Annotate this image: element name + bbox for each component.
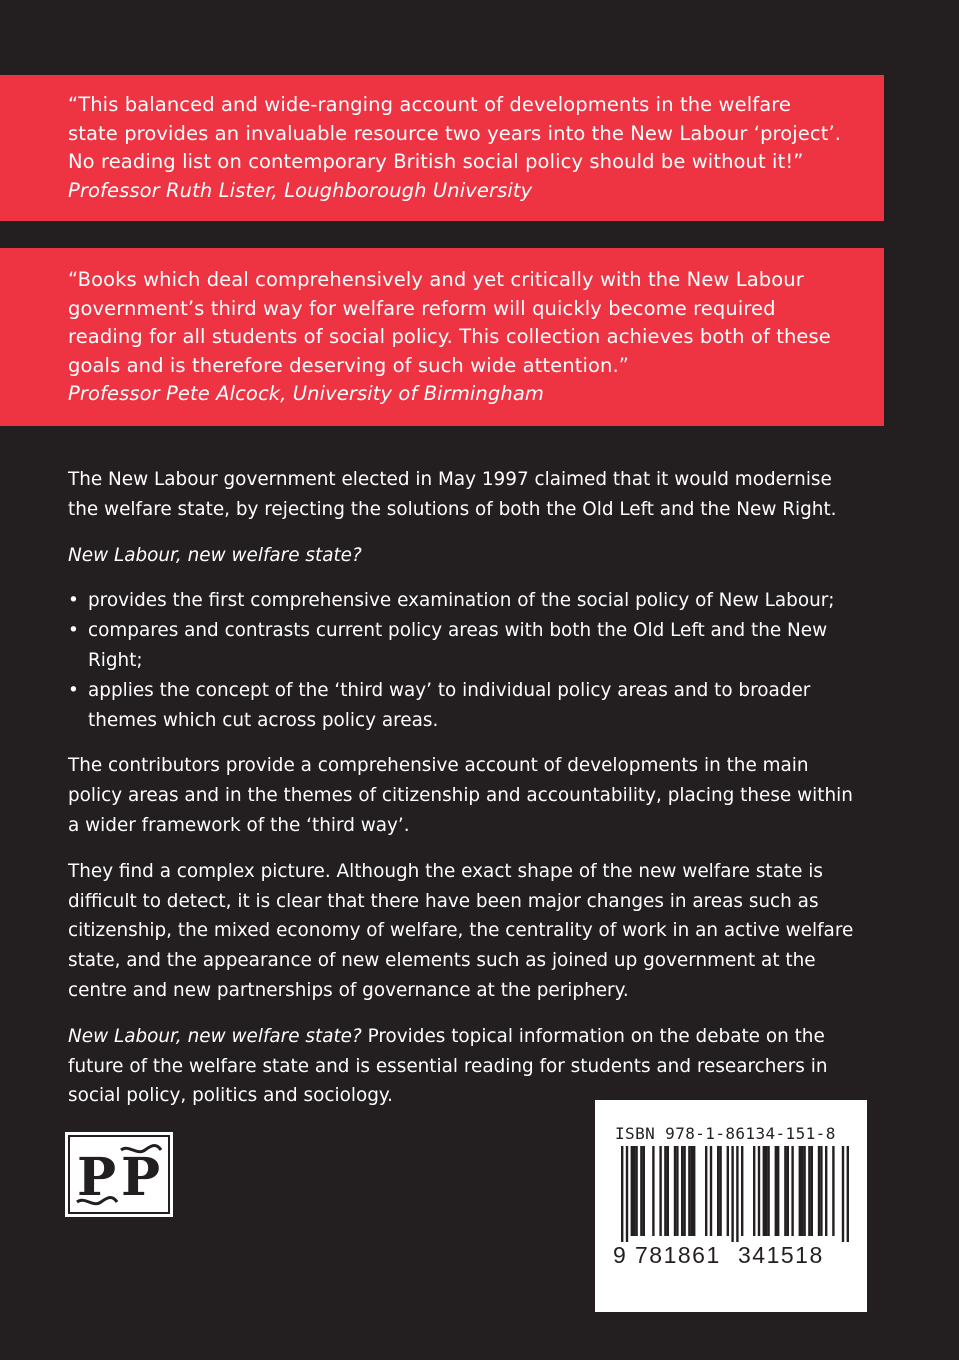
quote-box-alcock [0,248,884,426]
barcode-bar [820,1146,822,1236]
barcode-bar [808,1146,810,1236]
barcode-bar [775,1146,777,1236]
barcode-bar [693,1146,695,1236]
ean-13-barcode-icon [613,1146,849,1242]
list-item: • provides the first comprehensive examination of the social policy of New Labour; [68,586,858,616]
publisher-logo [65,1132,173,1217]
barcode-bar [767,1146,769,1236]
barcode-bar [825,1146,827,1236]
barcode-bar [652,1146,654,1236]
barcode-bar [832,1146,834,1236]
barcode-bar [705,1146,707,1236]
barcode-panel [595,1100,867,1312]
svg-text:P: P [121,1147,161,1208]
quote-attribution: Professor Pete Alcock, University of Birmingham [68,382,544,406]
barcode-digit-group-left: 781861 [635,1242,721,1268]
barcode-bar [667,1146,669,1236]
intro-paragraph: The New Labour government elected in May 1997 claimed that it would modernise the welfare state, by rejecting the solutions of both the Old Left and the New Right. [68,469,837,520]
svg-text:P: P [77,1147,117,1208]
barcode-bar [621,1146,623,1242]
barcode-bar [777,1146,779,1236]
barcode-bar [640,1146,642,1236]
list-item: • compares and contrasts current policy areas with both the Old Left and the New Right; [68,616,858,676]
feature-list [68,586,858,735]
barcode-bar [633,1146,635,1236]
barcode-bar [683,1146,685,1236]
quote-text: “This balanced and wide-ranging account of developments in the welfare state provides an invaluable resource two years into the New Labour ‘project’. No reading list on contemporary British social policy should be without it!” [68,93,842,174]
closing-text: Provides topical information on the debate on the future of the welfare state and is essential reading for students and researchers in social policy, politics and sociology. [68,1025,828,1107]
barcode-digit-first: 9 [613,1242,626,1268]
barcode-bar [787,1146,789,1236]
contributors-paragraph: The contributors provide a comprehensive account of developments in the main policy areas and in the themes of citizenship and accountability, placing these within a wider framework of the ‘third way’. [68,755,853,836]
barcode-bar [847,1146,849,1242]
barcode-bar [626,1146,628,1242]
book-description [68,465,858,1127]
barcode-bar [674,1146,676,1236]
quote-text: “Books which deal comprehensively and yet critically with the New Labour government’s third way for welfare reform will quickly become required reading for all students of social policy. This collection achieves both of these goals and is therefore deserving of such wide attention.” [68,268,831,377]
barcode-bar [659,1146,661,1236]
barcode-digit-group-right: 341518 [738,1242,824,1268]
barcode-bar [710,1146,712,1236]
findings-paragraph: They find a complex picture. Although the exact shape of the new welfare state is difficult to detect, it is clear that there have been major changes in areas such as citizenship, the mixed economy of welfare, the centrality of work in an active welfare state, and the appearance of new elements such as joined up government at the centre and new partnerships of governance at the periphery. [68,860,854,1001]
barcode-bar [719,1146,721,1236]
barcode-bar [799,1146,801,1236]
barcode-bar [765,1146,767,1236]
list-item: • applies the concept of the ‘third way’ to individual policy areas and to broader themes which cut across policy areas. [68,676,858,736]
book-title-line: New Labour, new welfare state? [68,544,362,566]
barcode-bar [784,1146,786,1236]
closing-paragraph [68,1022,858,1111]
barcode-bar [635,1146,637,1236]
barcode-bar [753,1146,755,1236]
barcode-bar [811,1146,813,1236]
barcode-bar [801,1146,803,1236]
barcode-bar [643,1146,645,1236]
barcode-bar [763,1146,765,1236]
closing-book-title: New Labour, new welfare state? [68,1025,362,1047]
policy-press-logo-icon [71,1138,167,1211]
barcode-bar [717,1146,719,1236]
quote-attribution: Professor Ruth Lister, Loughborough University [68,178,533,202]
barcode-bar [727,1146,729,1236]
barcode-bar [691,1146,693,1236]
barcode-bar [676,1146,678,1236]
barcode-bar [664,1146,666,1236]
isbn-label: ISBN 978-1-86134-151-8 [615,1124,836,1143]
barcode-bar [736,1146,738,1242]
barcode-bar [842,1146,844,1242]
barcode-bar [681,1146,683,1236]
barcode-bar [803,1146,805,1236]
quote-box-lister [0,75,884,221]
barcode-bar [688,1146,690,1236]
barcode-bar [741,1146,743,1236]
barcode-bar [791,1146,793,1236]
barcode-bar [631,1146,633,1236]
barcode-bar [731,1146,733,1242]
barcode-bar [818,1146,820,1236]
barcode-bar [758,1146,760,1236]
